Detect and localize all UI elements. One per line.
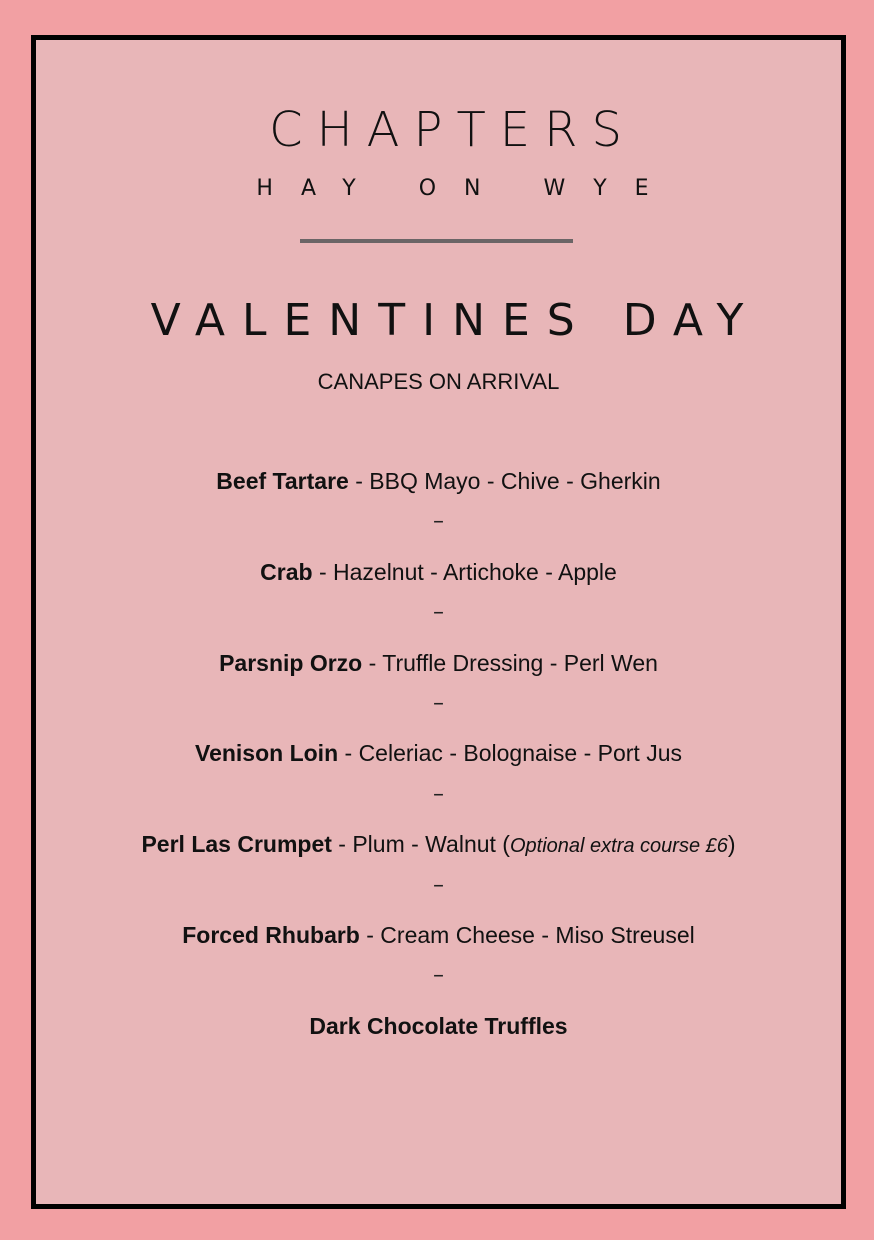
divider-rule <box>300 239 573 243</box>
course-name: Forced Rhubarb <box>182 922 360 948</box>
course-name: Venison Loin <box>195 740 339 766</box>
course-details: - Celeriac - Bolognaise - Port Jus <box>338 740 682 766</box>
course-name: Dark Chocolate Truffles <box>309 1013 568 1039</box>
course-name: Crab <box>260 559 313 585</box>
course-details: - Hazelnut - Artichoke - Apple <box>312 559 617 585</box>
course-item <box>36 739 841 767</box>
course-separator: – <box>433 963 444 988</box>
course-item <box>36 1012 841 1040</box>
course-item <box>36 921 841 949</box>
course-name: Perl Las Crumpet <box>141 831 332 857</box>
course-details: - Cream Cheese - Miso Streusel <box>359 922 695 948</box>
course-item <box>36 558 841 586</box>
course-separator: – <box>433 600 444 625</box>
course-separator: – <box>433 782 444 807</box>
menu-panel <box>31 35 846 1209</box>
course-separator: – <box>433 509 444 534</box>
event-title: VALENTINES DAY <box>150 295 761 346</box>
course-name: Beef Tartare <box>216 468 349 494</box>
course-item <box>36 830 841 860</box>
course-separator: – <box>433 873 444 898</box>
course-details: - Plum - Walnut ( <box>331 831 510 857</box>
course-details: - BBQ Mayo - Chive - Gherkin <box>348 468 661 494</box>
restaurant-location: HAY ON WYE <box>256 176 677 201</box>
course-separator: – <box>433 691 444 716</box>
course-item <box>36 467 841 495</box>
course-note: Optional extra course £6 <box>509 835 728 857</box>
course-name: Parsnip Orzo <box>219 650 363 676</box>
event-subtitle: CANAPES ON ARRIVAL <box>317 369 560 394</box>
course-item <box>36 649 841 677</box>
course-note-close: ) <box>727 831 736 857</box>
course-details: - Truffle Dressing - Perl Wen <box>362 650 658 676</box>
restaurant-name: CHAPTERS <box>269 102 636 158</box>
